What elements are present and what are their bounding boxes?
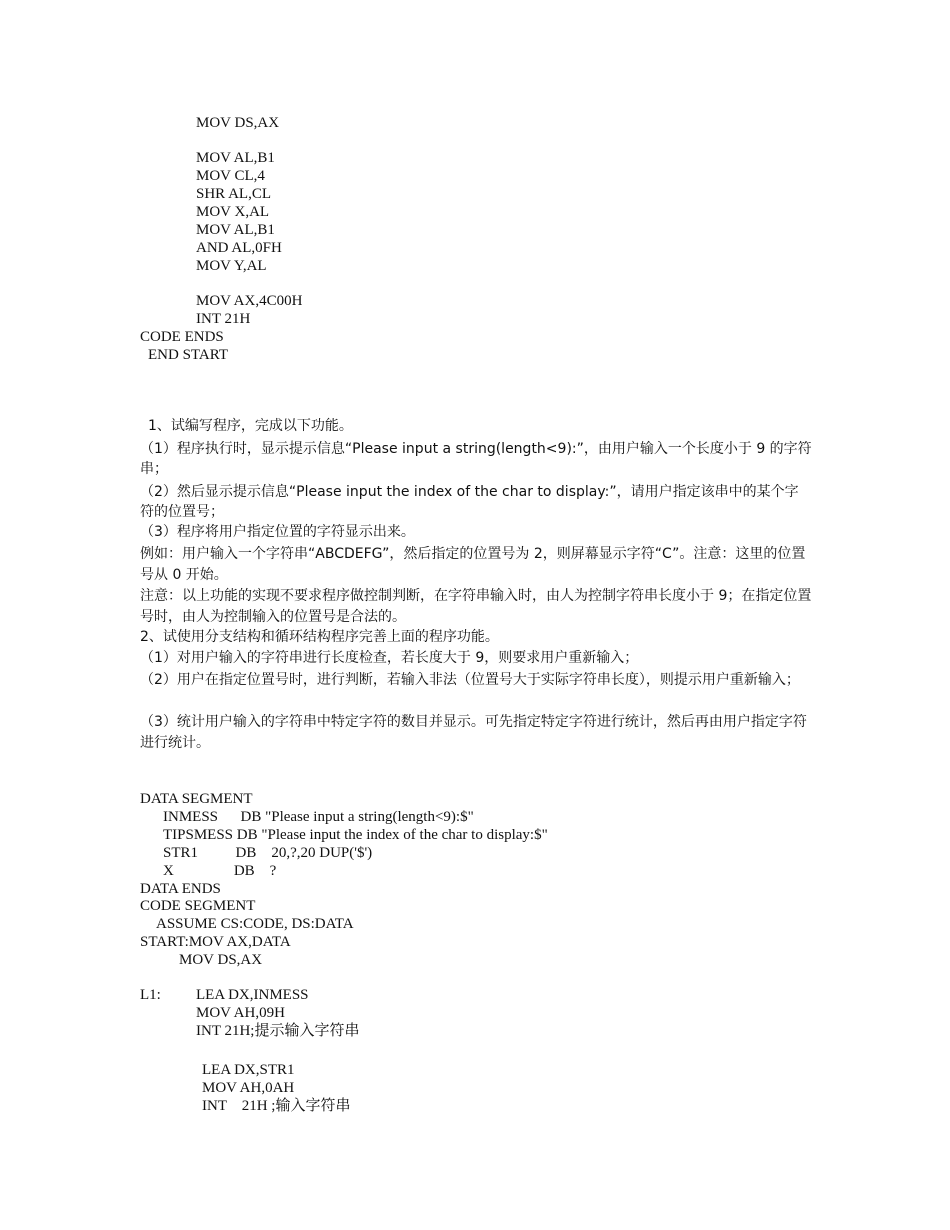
code-line: X DB ? [163, 863, 277, 879]
task-heading: 2、试使用分支结构和循环结构程序完善上面的程序功能。 [140, 629, 499, 645]
code-line: MOV AH,0AH [202, 1080, 295, 1096]
task-item: （2）然后显示提示信息“Please input the index of the char to display:”，请用户指定该串中的某个字符的位置号； [140, 484, 799, 520]
task-item: （1）程序执行时，显示提示信息“Please input a string(length<9):”，由用户输入一个长度小于 9 的字符串； [140, 441, 812, 477]
code-line: MOV AH,09H [196, 1005, 285, 1021]
code-line: STR1 DB 20,?,20 DUP('$') [163, 845, 373, 861]
code-line: MOV DS,AX [196, 115, 280, 131]
code-line: INT 21H;提示输入字符串 [196, 1023, 360, 1039]
code-line: DATA SEGMENT [140, 791, 253, 807]
code-line: LEA DX,STR1 [202, 1062, 295, 1078]
code-line: MOV X,AL [196, 204, 270, 220]
task-item: （2）用户在指定位置号时，进行判断，若输入非法（位置号大于实际字符串长度），则提示用户重新输入； [140, 672, 800, 688]
task-heading: 1、试编写程序，完成以下功能。 [148, 418, 353, 434]
code-line: MOV AX,4C00H [196, 293, 303, 309]
code-line: TIPSMESS DB "Please input the index of the char to display:$" [163, 827, 548, 843]
code-label: L1: [140, 987, 161, 1003]
task-example: 例如：用户输入一个字符串“ABCDEFG”，然后指定的位置号为 2，则屏幕显示字符“C”。注意：这里的位置号从 0 开始。 [140, 546, 806, 583]
code-line: DATA ENDS [140, 881, 221, 897]
code-line: ASSUME CS:CODE, DS:DATA [156, 916, 354, 932]
code-line: INT 21H ;输入字符串 [202, 1098, 351, 1114]
code-line: INMESS DB "Please input a string(length<9):$" [163, 809, 474, 825]
task-note: 注意：以上功能的实现不要求程序做控制判断，在字符串输入时，由人为控制字符串长度小于 9；在指定位置号时，由人为控制输入的位置号是合法的。 [140, 588, 812, 625]
code-line: MOV DS,AX [179, 952, 263, 968]
code-line: MOV CL,4 [196, 168, 265, 184]
code-line: MOV AL,B1 [196, 222, 275, 238]
task-item: （1）对用户输入的字符串进行长度检查，若长度大于 9，则要求用户重新输入； [140, 650, 639, 666]
code-line: CODE SEGMENT [140, 898, 256, 914]
code-line: LEA DX,INMESS [196, 987, 309, 1003]
code-line: AND AL,0FH [196, 240, 282, 256]
code-line: INT 21H [196, 311, 251, 327]
code-line: END START [148, 347, 228, 363]
task-item: （3）程序将用户指定位置的字符显示出来。 [140, 524, 415, 540]
code-line: CODE ENDS [140, 329, 224, 345]
code-line: START:MOV AX,DATA [140, 934, 291, 950]
code-line: MOV AL,B1 [196, 150, 275, 166]
task-item: （3）统计用户输入的字符串中特定字符的数目并显示。可先指定特定字符进行统计，然后再由用户指定字符进行统计。 [140, 714, 807, 751]
code-line: MOV Y,AL [196, 258, 267, 274]
code-line: SHR AL,CL [196, 186, 272, 202]
